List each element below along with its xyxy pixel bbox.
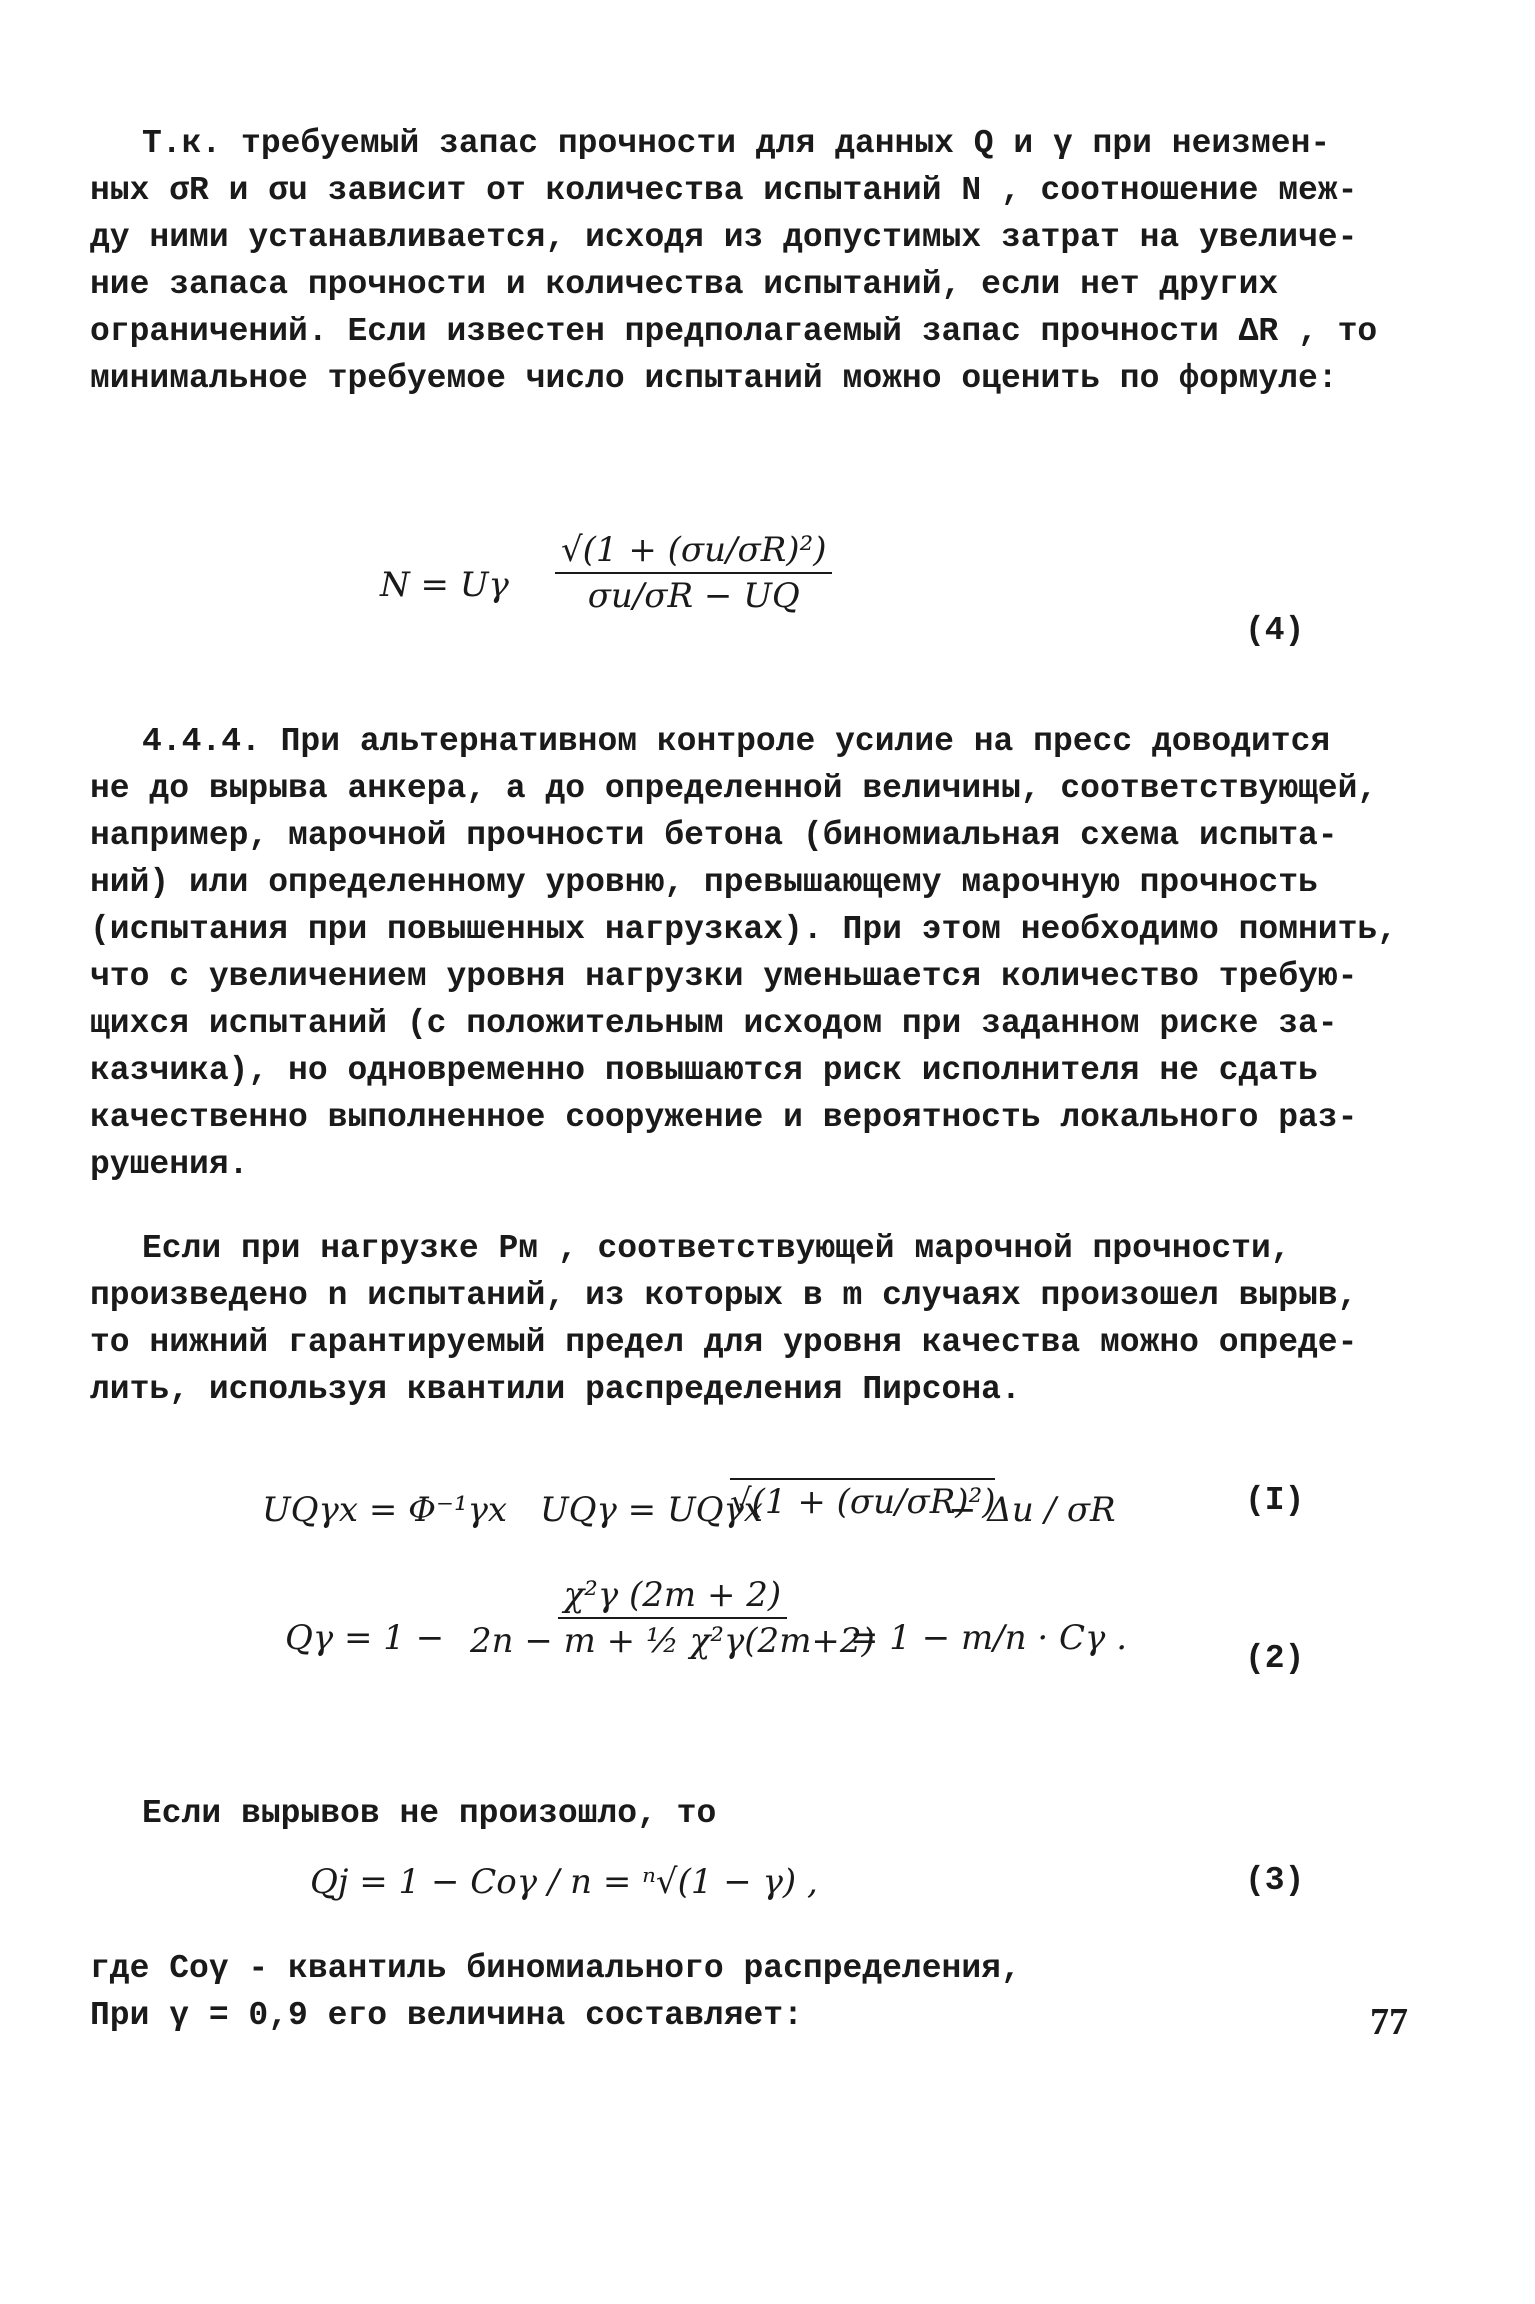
text-line: что с увеличением уровня нагрузки уменьшается количество требую- bbox=[90, 958, 1358, 995]
formula-4-numerator: √(1 + (σu/σR)²) bbox=[555, 530, 832, 574]
text-line: то нижний гарантируемый предел для уровня качества можно опреде- bbox=[90, 1324, 1358, 1361]
text-line: качественно выполненное сооружение и вероятность локального раз- bbox=[90, 1099, 1358, 1136]
text-line: 4.4.4. При альтернативном контроле усилие на пресс доводится bbox=[142, 723, 1331, 760]
formula-2-number: (2) bbox=[1245, 1640, 1305, 1677]
formula-1-part-b-lhs: UQγ = UQγx bbox=[540, 1490, 763, 1530]
formula-4-number: (4) bbox=[1245, 612, 1305, 649]
formula-2-lhs: Qγ = 1 − bbox=[285, 1618, 445, 1658]
text-line: где Coγ - квантиль биномиального распределения, bbox=[90, 1950, 1021, 1987]
paragraph-intro bbox=[90, 120, 1455, 402]
text-line: щихся испытаний (с положительным исходом при заданном риске за- bbox=[90, 1005, 1338, 1042]
formula-2-numerator: χ²γ (2m + 2) bbox=[558, 1575, 788, 1619]
paragraph-no-breaks bbox=[90, 1790, 1455, 1837]
text-line: ных σR и σu зависит от количества испытаний N , соотношение меж- bbox=[90, 172, 1358, 209]
text-line: Если при нагрузке Pм , соответствующей марочной прочности, bbox=[142, 1230, 1291, 1267]
text-line: Т.к. требуемый запас прочности для данных Q и γ при неизмен- bbox=[142, 125, 1331, 162]
formula-2-fraction bbox=[470, 1575, 875, 1661]
formula-2-denominator: 2n − m + ½ χ²γ(2m+2) bbox=[470, 1621, 875, 1661]
text-line: При γ = 0,9 его величина составляет: bbox=[90, 1997, 803, 2034]
formula-3-number: (3) bbox=[1245, 1862, 1305, 1899]
text-line: ограничений. Если известен предполагаемый запас прочности ΔR , то bbox=[90, 313, 1378, 350]
text-line: ний) или определенному уровню, превышающему марочную прочность bbox=[90, 864, 1318, 901]
page-number: 77 bbox=[1370, 2001, 1408, 2043]
formula-1-number: (I) bbox=[1245, 1482, 1305, 1519]
text-line: казчика), но одновременно повышаются риск исполнителя не сдать bbox=[90, 1052, 1318, 1089]
text-line: минимальное требуемое число испытаний можно оценить по формуле: bbox=[90, 360, 1338, 397]
formula-3-expression: Qj = 1 − Coγ / n = ⁿ√(1 − γ) , bbox=[310, 1862, 818, 1902]
formula-4-denominator: σu/σR − UQ bbox=[587, 576, 800, 616]
formula-2-rhs: = 1 − m/n · Cγ . bbox=[850, 1618, 1127, 1658]
paragraph-4-4-4 bbox=[90, 718, 1455, 1188]
text-line: Если вырывов не произошло, то bbox=[142, 1795, 717, 1832]
text-line: произведено n испытаний, из которых в m случаях произошел вырыв, bbox=[90, 1277, 1358, 1314]
formula-1-tail: − Δu / σR bbox=[948, 1490, 1116, 1530]
paragraph-binomial bbox=[90, 1945, 1455, 2039]
text-line: ние запаса прочности и количества испытаний, если нет других bbox=[90, 266, 1279, 303]
text-line: не до вырыва анкера, а до определенной величины, соответствующей, bbox=[90, 770, 1378, 807]
text-line: лить, используя квантили распределения Пирсона. bbox=[90, 1371, 1021, 1408]
text-line: ду ними устанавливается, исходя из допустимых затрат на увеличе- bbox=[90, 219, 1358, 256]
text-line: (испытания при повышенных нагрузках). При этом необходимо помнить, bbox=[90, 911, 1398, 948]
formula-1-part-a: UQγx = Φ⁻¹γx bbox=[262, 1490, 508, 1530]
formula-1-root: √(1 + (σu/σR)²) bbox=[730, 1478, 995, 1522]
paragraph-pearson bbox=[90, 1225, 1455, 1413]
text-line: рушения. bbox=[90, 1146, 249, 1183]
formula-4-lhs: N = Uγ bbox=[380, 565, 509, 605]
text-line: например, марочной прочности бетона (биномиальная схема испыта- bbox=[90, 817, 1338, 854]
formula-4-fraction bbox=[555, 530, 832, 616]
